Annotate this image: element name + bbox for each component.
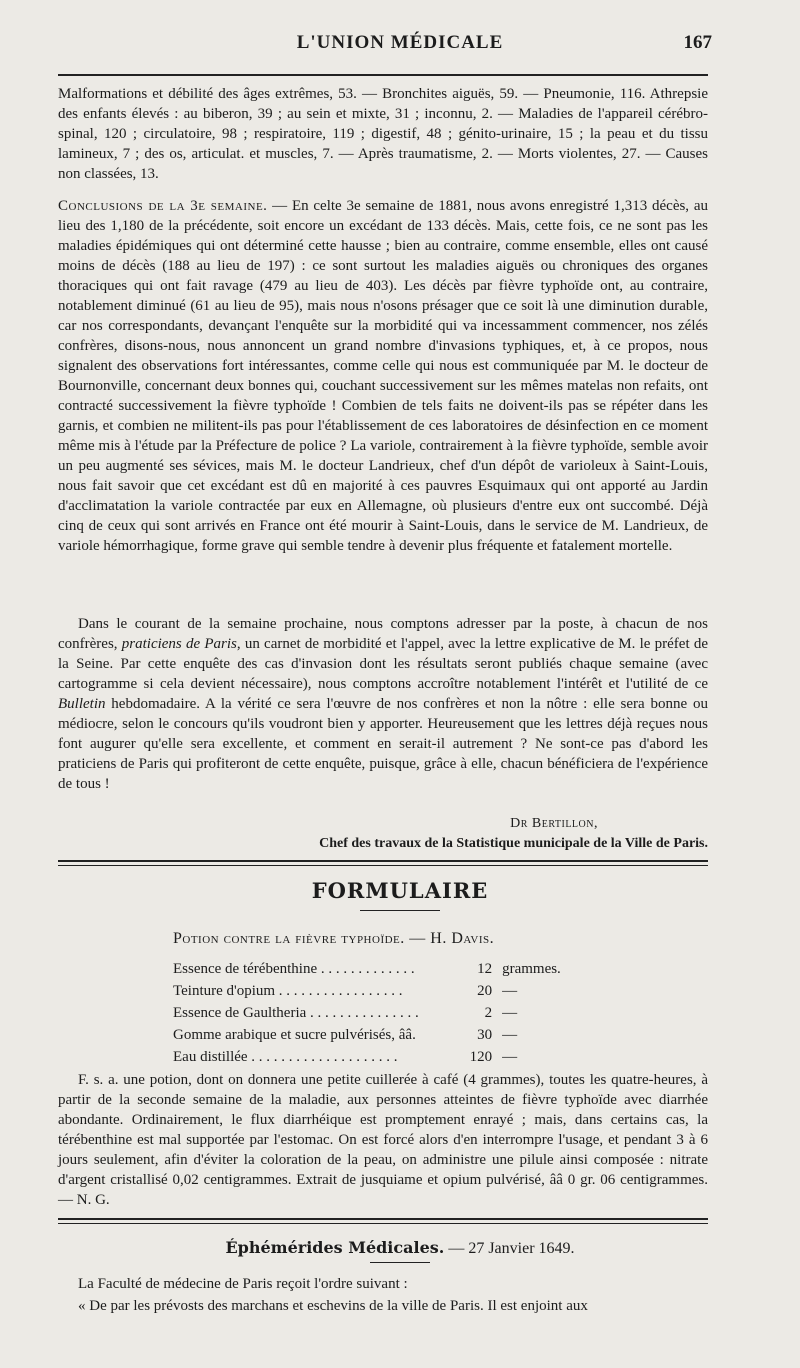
ephemerides-label: Éphémérides Médicales. [225, 1238, 445, 1257]
signature-title: Chef des travaux de la Statistique municipale de la Ville de Paris. [319, 836, 708, 851]
recipe-row [173, 980, 573, 1002]
section-rule-bottom [58, 865, 708, 866]
instructions-block [58, 1070, 708, 1210]
ephem-rule-top [58, 1218, 708, 1220]
conclusions-paragraph [58, 196, 708, 556]
ingredient-name: Eau distillée . . . . . . . . . . . . . . . . . . . . [173, 1049, 398, 1065]
ingredient-unit: — [502, 1049, 518, 1065]
second-paragraph-part1: Dans le courant de la semaine prochaine, nous comptons adresser par la poste, à chacun de nos confrères, [58, 616, 708, 652]
ephem-rule-bottom [58, 1223, 708, 1224]
signature-name [58, 814, 708, 834]
potion-title-text: Potion contre la fièvre typhoïde. — H. Davis. [173, 930, 495, 947]
ingredient-name: Teinture d'opium . . . . . . . . . . . . . . . . . [173, 983, 403, 999]
second-paragraph-part2: , un carnet de morbidité et l'appel, avec la lettre explicative de M. le préfet de la Seine. Par cette enquête des cas d'invasion dont les résultats seront publiés chaque semaine (avec cartogramme si cela devient nécessaire), nous comptons accroître notablement l'intérêt et l'utilité de ce [58, 636, 708, 692]
conclusions-heading: Conclusions de la 3e semaine. [58, 198, 268, 214]
bottom-line-2: « De par les prévosts des marchans et eschevins de la ville de Paris. Il est enjoint aux [78, 1298, 588, 1314]
ingredient-unit: — [502, 983, 518, 999]
ingredient-amount: 2 [484, 1005, 493, 1021]
second-paragraph-block [58, 614, 708, 794]
top-paragraph: Malformations et débilité des âges extrêmes, 53. — Bronchites aiguës, 59. — Pneumonie, 116. Athrepsie des enfants élevés : au biberon, 39 ; au sein et mixte, 31 ; inconnu, 2. — Maladies de l'appareil cérébro-spinal, 120 ; circulatoire, 98 ; respiratoire, 119 ; digestif, 48 ; génito-urinaire, 15 ; la peau et du tissu lamineux, 7 ; des os, articulat. et muscles, 7. — Après traumatisme, 2. — Morts violentes, 27. — Causes non classées, 13. [58, 86, 708, 182]
recipe-row [173, 1046, 573, 1068]
journal-title: L'UNION MÉDICALE [296, 32, 504, 53]
ephemerides-date: — 27 Janvier 1649. [444, 1240, 575, 1257]
top-paragraph-block [58, 84, 708, 184]
instructions-paragraph: F. s. a. une potion, dont on donnera une petite cuillerée à café (4 grammes), toutes les quatre-heures, à partir de la seconde semaine de la maladie, aux personnes atteintes de fièvre typhoïde avec diarrhée abondante. Ordinairement, le flux diarrhéique est promptement enrayé ; mais, dans certains cas, la térébenthine est mal supportée par l'estomac. On est forcé alors d'en interrompre l'usage, et pendant 3 à 6 jours seulement, afin d'éviter la coloration de la peau, on administre une pilule ainsi composée : nitrate d'argent cristallisé 0,02 centigrammes. Extrait de jusquiame et opium pulvérisé, ââ 0 gr. 06 centigrammes. — N. G. [58, 1072, 708, 1208]
ingredient-amount: 12 [477, 961, 493, 977]
recipe-row [173, 1002, 573, 1024]
conclusions-block [58, 196, 708, 556]
second-paragraph-italic1: praticiens de Paris [121, 636, 237, 652]
ingredient-unit: — [502, 1027, 518, 1043]
conclusions-text: — En celte 3e semaine de 1881, nous avons enregistré 1,313 décès, au lieu des 1,180 de la précédente, soit encore un excédant de 133 décès. Mais, cette fois, ce ne sont pas les maladies épidémiques qui ont déterminé cette hausse ; bien au contraire, comme ensemble, elles ont causé moins de décès (188 au lieu de 197) : ce sont surtout les maladies aiguës ou chroniques des organes thoraciques qui ont fait ravage (479 au lieu de 403). Les décès par fièvre typhoïde ont, au contraire, notablement diminué (61 au lieu de 95), mais nous n'osons présager que ce soit là une diminution durable, car nos correspondants, devançant l'enquête sur la morbidité qui va incessamment commencer, nos zélés confrères, disons-nous, nous annoncent un grand nombre d'invasions typhiques, et, à ce propos, nous signalent des observations fort intéressantes, comme celle qui nous est communiquée par M. le docteur de Bournonville, concernant deux bonnes qui, couchant successivement sur les mêmes matelas non refaits, ont contracté successivement la fièvre typhoïde ! Combien de tels faits ne doivent-ils pas se répéter dans les garnis, et combien ne militent-ils pas pour l'établissement de ces laboratoires de désinfection en ce moment même mis à l'étude par la Préfecture de police ? La variole, contrairement à la fièvre typhoïde, semble avoir un peu augmenté ses sévices, mais M. le docteur Landrieux, chef d'un dépôt de varioleux à Saint-Louis, nous fait savoir que cet excédant est dû en majorité à ces pauvres Esquimaux qui ont apporté au Jardin d'acclimatation la variole contractée par eux en Allemagne, où plusieurs d'entre eux ont succombé. Déjà cinq de ceux qui sont arrivés en France ont été mourir à Saint-Louis, dans le service de M. Landrieux, de variole hémorrhagique, forme grave qui semble tendre à devenir plus fréquente et fatalement mortelle. [58, 198, 708, 554]
ingredient-name: Essence de Gaultheria . . . . . . . . . . . . . . . [173, 1005, 419, 1021]
page-number: 167 [683, 32, 712, 53]
recipe-list [173, 958, 573, 1068]
header-rule [58, 74, 708, 76]
recipe-row [173, 1024, 573, 1046]
second-paragraph-italic2: Bulletin [58, 696, 106, 712]
formulaire-title: FORMULAIRE [311, 878, 489, 903]
formulaire-underline [360, 910, 440, 911]
second-paragraph-part3: hebdomadaire. A la vérité ce sera l'œuvre de nos confrères et non la nôtre : elle sera bonne ou médiocre, selon le concours qu'ils voudront bien y apporter. Heureusement que les lettres déjà reçues nous font augurer qu'elle sera excellente, et comment en serait-il autrement ? Ne sont-ce pas d'abord les praticiens de Paris qui profiteront de cette enquête, puisque, grâce à elle, chacun bénéficiera de l'expérience de tous ! [58, 696, 708, 792]
ingredient-unit: — [502, 1005, 518, 1021]
signature-block [58, 814, 708, 854]
page-header [0, 30, 800, 70]
ingredient-amount: 120 [469, 1049, 493, 1065]
recipe-row [173, 958, 573, 980]
ingredient-amount: 30 [477, 1027, 493, 1043]
ingredient-amount: 20 [477, 983, 493, 999]
ingredient-name: Essence de térébenthine . . . . . . . . . . . . . [173, 961, 415, 977]
potion-title [173, 930, 494, 948]
ingredient-name: Gomme arabique et sucre pulvérisés, ââ. [173, 1027, 416, 1043]
ephemerides-heading [0, 1238, 800, 1258]
signature-name-text: Dr Bertillon, [510, 816, 598, 831]
ingredient-unit: grammes. [502, 961, 561, 977]
bottom-block [58, 1274, 708, 1316]
section-rule-top [58, 860, 708, 862]
bottom-line-1: La Faculté de médecine de Paris reçoit l'ordre suivant : [78, 1276, 408, 1292]
ephem-underline [370, 1262, 430, 1263]
second-paragraph [58, 614, 708, 794]
